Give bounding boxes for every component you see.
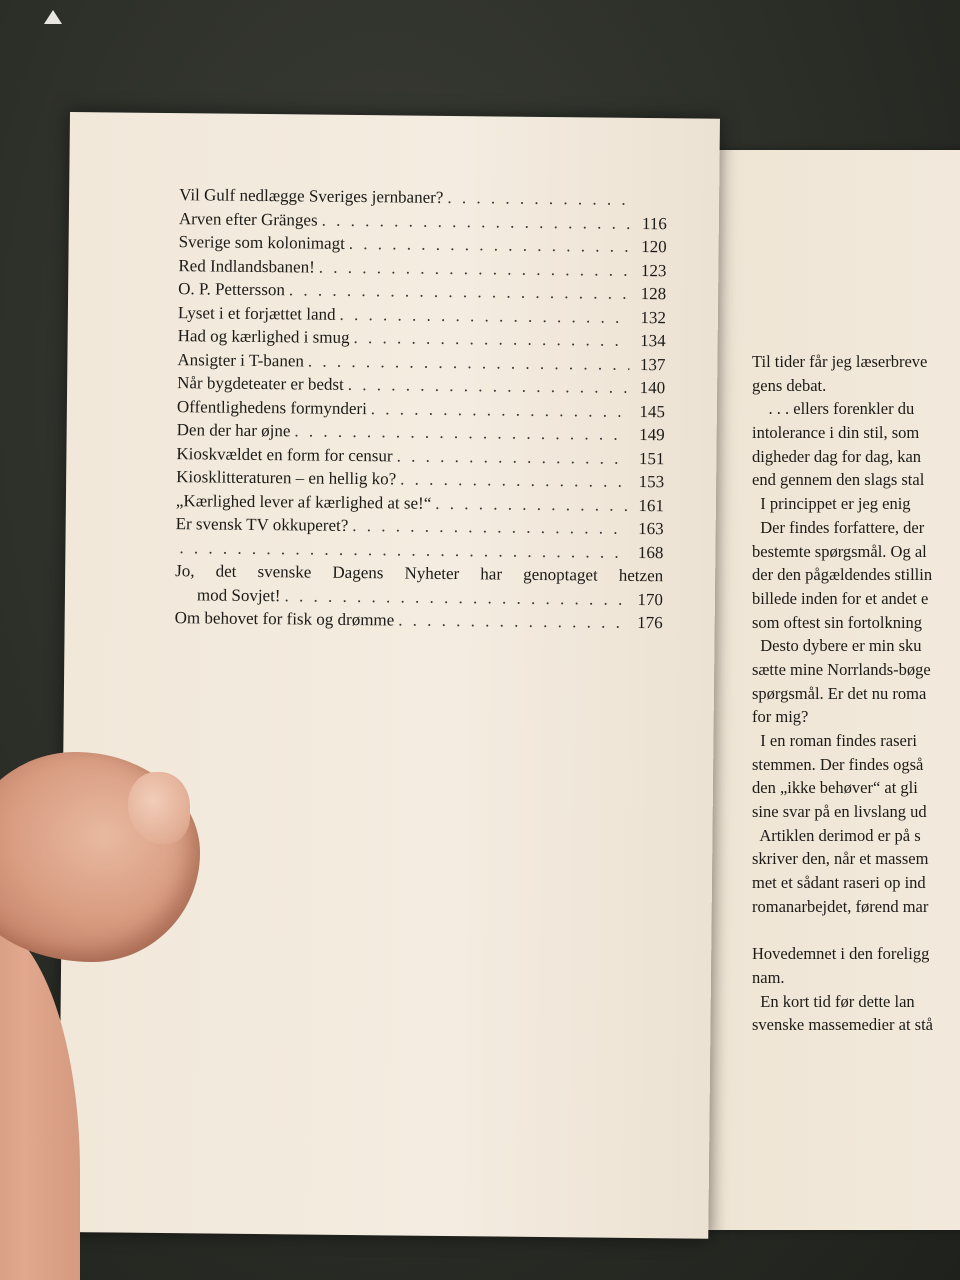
- toc-leader-dots: [353, 328, 629, 351]
- body-text-line: met et sådant raseri op ind: [752, 873, 926, 893]
- toc-entry-title: Vil Gulf nedlægge Sveriges jernbaner?: [179, 185, 444, 207]
- body-text-line: svenske massemedier at stå: [752, 1015, 933, 1035]
- toc-entry-title: Offentlighedens formynderi: [176, 396, 367, 418]
- body-text-line: digheder dag for dag, kan: [752, 446, 922, 466]
- right-page-text: [752, 350, 960, 1037]
- toc-entry-title: „Kærlighed lever af kærlighed at se!“: [175, 490, 432, 513]
- body-text-line: bestemte spørgsmål. Og al: [752, 541, 927, 561]
- body-text-line: nam.: [752, 967, 785, 987]
- toc-leader-dots: [294, 421, 628, 444]
- toc-entry-title: Om behovet for fisk og drømme: [174, 608, 395, 630]
- body-text-line: I en roman findes raseri: [752, 731, 917, 750]
- body-text-line: Artiklen derimod er på s: [752, 825, 921, 845]
- body-text-line: . . . ellers forenkler du: [752, 399, 915, 419]
- table-of-contents: [175, 185, 668, 637]
- body-text-line: intolerance i din stil, som: [752, 423, 920, 443]
- toc-entry-title: Når bygdeteater er bedst: [177, 373, 344, 394]
- toc-entry-page: 128: [640, 283, 667, 304]
- toc-entry-page: 123: [640, 260, 667, 280]
- toc-entry-page: 161: [638, 495, 665, 515]
- toc-entry-page: 170: [637, 589, 664, 609]
- body-text-line: billede inden for et andet e: [752, 588, 929, 608]
- body-text-line: Til tider får jeg læserbreve: [752, 352, 928, 371]
- toc-entry-page: 151: [638, 448, 665, 468]
- body-text-line: spørgsmål. Er det nu roma: [752, 683, 927, 703]
- toc-leader-dots: [435, 493, 628, 515]
- toc-entry-title-line2: mod Sovjet!: [196, 584, 281, 605]
- toc-entry-page: 140: [639, 377, 666, 398]
- toc-entry-page: 132: [640, 307, 666, 327]
- toc-leader-dots: [349, 234, 631, 257]
- body-text-line: gens debat.: [752, 375, 827, 395]
- toc-leader-dots: [371, 399, 629, 422]
- toc-leader-dots: [348, 375, 630, 398]
- toc-entry-page: 120: [641, 236, 667, 257]
- toc-entry-page: 116: [641, 213, 667, 233]
- toc-entry-title: Kiosklitteraturen – en hellig ko?: [176, 467, 397, 489]
- toc-leader-dots: [352, 516, 628, 539]
- corner-marker-icon: [44, 10, 62, 24]
- left-page-table-of-contents: [58, 112, 720, 1239]
- body-text-line: [752, 919, 960, 943]
- toc-entry-page: 134: [640, 330, 666, 351]
- toc-leader-dots: [397, 446, 629, 468]
- toc-entry: [175, 608, 663, 637]
- body-text-line: for mig?: [752, 707, 809, 727]
- body-text-line: stemmen. Der findes også: [752, 754, 924, 774]
- toc-entry-page: 149: [639, 424, 665, 445]
- body-text-line: En kort tid før dette lan: [752, 991, 915, 1011]
- toc-entry-title: Lyset i et forjættet land: [177, 302, 336, 324]
- toc-entry-title-line1: Jo, det svenske Dagens Nyheter har genoptaget hetzen: [175, 561, 664, 586]
- toc-entry-wrapped: [175, 561, 663, 613]
- body-text-line: I princippet er jeg enig: [752, 494, 911, 514]
- body-text-line: Der findes forfattere, der: [752, 517, 925, 537]
- toc-leader-dots: [284, 586, 627, 610]
- toc-entry-title: Sverige som kolonimagt: [178, 232, 345, 253]
- toc-leader-dots: [322, 210, 631, 233]
- body-text-line: sine svar på en livslang ud: [752, 802, 927, 822]
- toc-entry-title: Er svensk TV okkuperet?: [175, 514, 349, 535]
- body-text-line: romanarbejdet, førend mar: [752, 896, 929, 916]
- toc-entry-page: 168: [637, 542, 664, 562]
- toc-leader-dots: [398, 610, 627, 632]
- toc-leader-dots: [400, 469, 628, 491]
- right-page: [690, 150, 960, 1230]
- toc-entry-title: Red Indlandsbanen!: [178, 255, 315, 277]
- body-text-line: skriver den, når et massem: [752, 849, 929, 869]
- toc-leader-dots: [319, 257, 631, 280]
- toc-entry-title: Arven efter Gränges: [178, 208, 318, 230]
- toc-leader-dots: [447, 188, 631, 210]
- toc-entry-title: O. P. Pettersson: [178, 279, 285, 300]
- body-text-line: der den pågældendes stillin: [752, 565, 933, 585]
- toc-entry-page: 163: [638, 518, 664, 539]
- toc-entry-page: 145: [639, 401, 665, 421]
- toc-leader-dots: [289, 280, 630, 304]
- toc-entry-title: Den der har øjne: [176, 420, 291, 441]
- toc-entry-page: 176: [637, 612, 663, 633]
- toc-entry-page: 153: [638, 471, 665, 492]
- toc-entry-title: Ansigter i T-banen: [177, 349, 305, 370]
- body-text-line: end gennem den slags stal: [752, 470, 925, 490]
- body-text-line: som oftest sin fortolkning: [752, 612, 923, 632]
- body-text-line: Hovedemnet i den foreligg: [752, 944, 930, 964]
- toc-entry-title: Kioskvældet en form for censur: [176, 443, 393, 465]
- toc-leader-dots: [339, 304, 629, 327]
- toc-entry-page: 137: [639, 354, 666, 374]
- body-text-line: Desto dybere er min sku: [752, 636, 922, 656]
- toc-leader-dots: [179, 538, 627, 563]
- body-text-line: den „ikke behøver“ at gli: [752, 778, 918, 798]
- toc-entry-title: Had og kærlighed i smug: [177, 326, 350, 347]
- body-text-line: sætte mine Norrlands-bøge: [752, 659, 931, 679]
- toc-leader-dots: [308, 351, 630, 374]
